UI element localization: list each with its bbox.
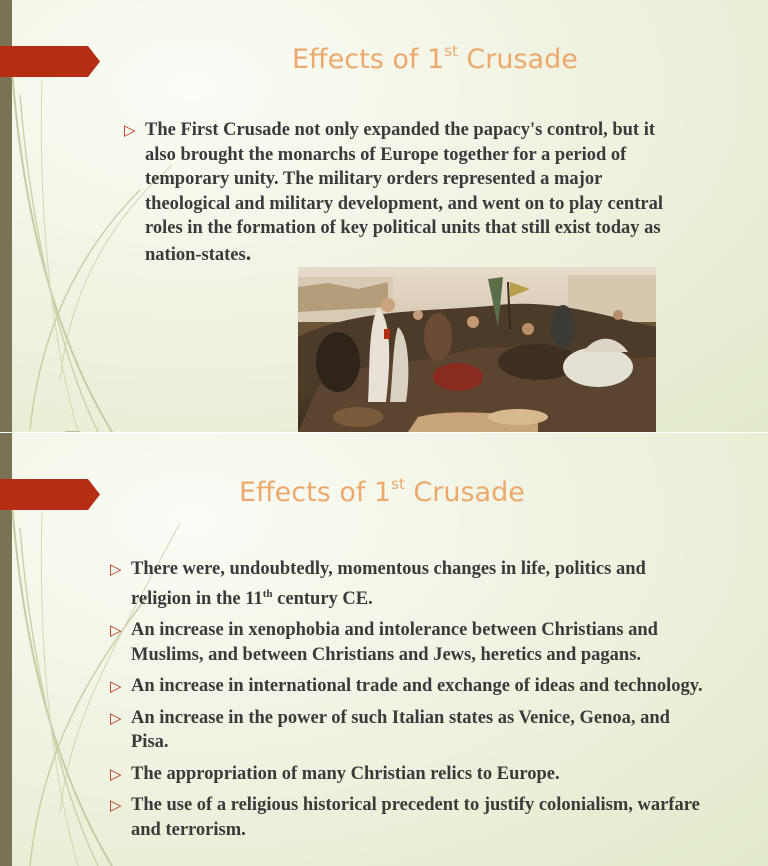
arrow-bullet-icon: ▷	[110, 796, 122, 815]
arrow-bullet-icon: ▷	[110, 560, 122, 578]
bullet-item: ▷ An increase in xenophobia and intolerance between Christians and Muslims, and between Christians and Jews, heretics and pagans.	[110, 620, 658, 665]
slide-1-bullets	[124, 118, 684, 267]
arrow-bullet-icon: ▷	[124, 121, 136, 139]
slide-2	[0, 433, 768, 866]
crusade-painting	[298, 267, 656, 432]
bullet-item: ▷ The appropriation of many Christian relics to Europe.	[110, 762, 710, 787]
bullet-item: ▷ An increase in international trade and exchange of ideas and technology.	[110, 674, 710, 699]
bullet-item: ▷ An increase in the power of such Italian states as Venice, Genoa, and Pisa.	[110, 707, 670, 753]
slide-2-bullets	[110, 557, 710, 842]
arrow-bullet-icon: ▷	[110, 677, 122, 696]
arrow-bullet-icon: ▷	[110, 621, 122, 640]
title-tab	[0, 46, 100, 77]
bullet-item: ▷ The First Crusade not only expanded the papacy's control, but it also brought the monarchs of Europe together for a period of temporary unity. The military orders represented a major theological and military development, and went on to play central roles in the formation of key political units that still exist today as nation-states.	[124, 120, 663, 265]
title-tab	[0, 479, 100, 510]
bullet-item: ▷ There were, undoubtedly, momentous changes in life, politics and religion in the 11th century CE.	[110, 559, 646, 609]
slide-2-title: Effects of 1st Crusade	[239, 475, 525, 508]
painting-image	[298, 267, 656, 432]
arrow-bullet-icon: ▷	[110, 764, 122, 783]
slide-1	[0, 0, 768, 432]
arrow-bullet-icon: ▷	[110, 708, 122, 727]
bullet-item: ▷ The use of a religious historical precedent to justify colonialism, warfare and terrorism.	[110, 795, 700, 840]
slide-1-title: Effects of 1st Crusade	[292, 42, 578, 75]
